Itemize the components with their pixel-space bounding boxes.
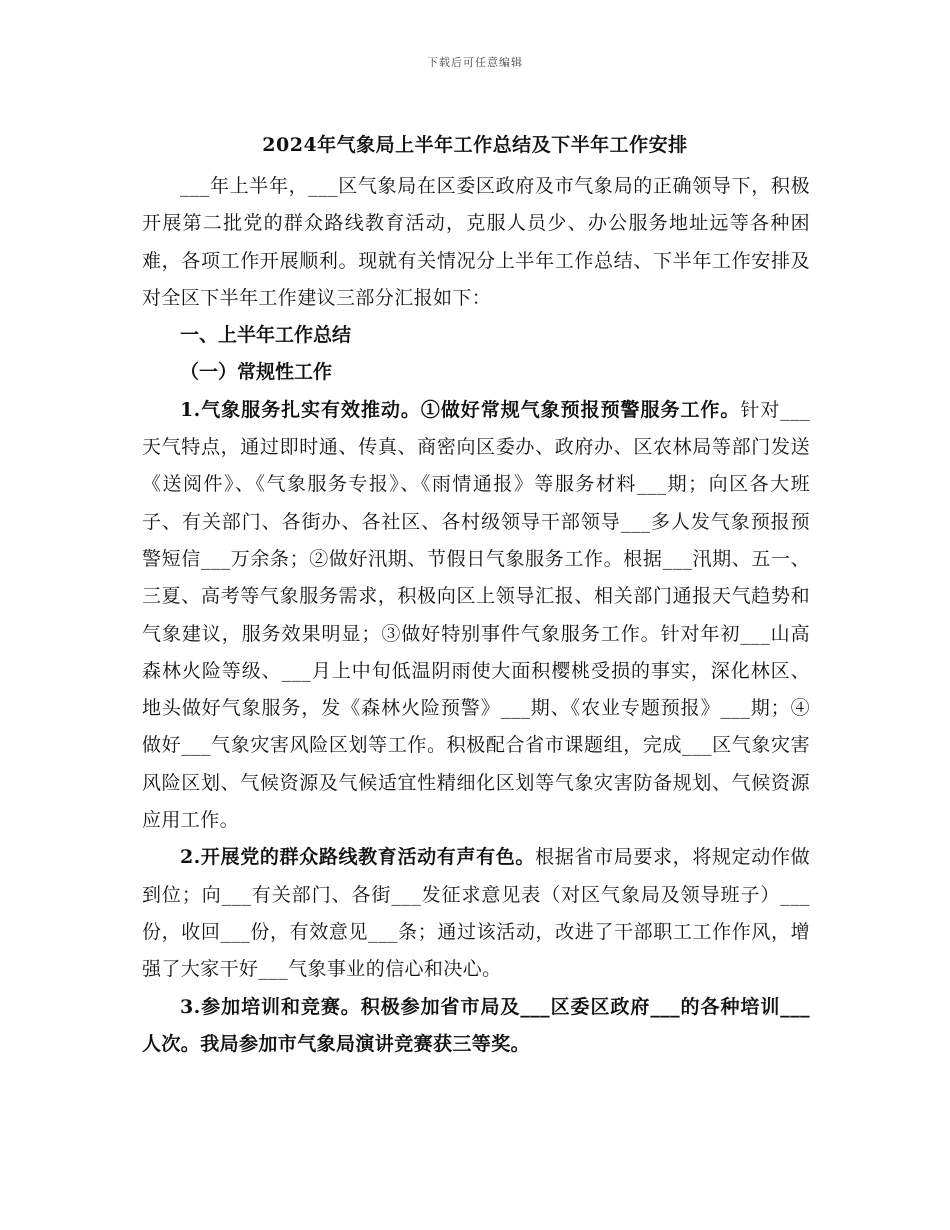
header-note: 下载后可任意编辑 xyxy=(427,56,523,69)
document-title: 2024年气象局上半年工作总结及下半年工作安排 xyxy=(262,134,688,156)
subsection-heading-1: （一）常规性工作 xyxy=(180,361,333,384)
document-body xyxy=(142,168,810,1063)
item-2-body: 根据省市局要求，将规定动作做到位；向___有关部门、各街___发征求意见表（对区气象局及领导班子）___份，收回___份，有效意见___条；通过该活动，改进了干部职工工作作风，增强了大家干好___气象事业的信心和决心。 xyxy=(142,846,810,981)
item-1-lead: 1.气象服务扎实有效推动。①做好常规气象预报预警服务工作。 xyxy=(180,398,741,421)
section-heading-1: 一、上半年工作总结 xyxy=(180,324,352,347)
item-2-lead: 2.开展党的群众路线教育活动有声有色。 xyxy=(180,846,536,869)
item-3-paragraph: 3.参加培训和竞赛。积极参加省市局及___区委区政府___的各种培训___人次。我局参加市气象局演讲竞赛获三等奖。 xyxy=(142,995,810,1055)
item-1-paragraph xyxy=(142,392,810,840)
item-2-paragraph xyxy=(142,839,810,988)
intro-paragraph: ___年上半年，___区气象局在区委区政府及市气象局的正确领导下，积极开展第二批党的群众路线教育活动，克服人员少、办公服务地址远等各种困难，各项工作开展顺利。现就有关情况分上半年工作总结、下半年工作安排及对全区下半年工作建议三部分汇报如下： xyxy=(142,175,810,309)
item-1-body: 针对___天气特点，通过即时通、传真、商密向区委办、政府办、区农林局等部门发送《送阅件》、《气象服务专报》、《雨情通报》等服务材料___期；向区各大班子、有关部门、各街办、各社区、各村级领导干部领导___多人发气象预报预警短信___万余条；②做好汛期、节假日气象服务工作。根据___汛期、五一、三夏、高考等气象服务需求，积极向区上领导汇报、相关部门通报天气趋势和气象建议，服务效果明显；③做好特别事件气象服务工作。针对年初___山高森林火险等级、___月上中旬低温阴雨使大面积樱桃受损的事实，深化林区、地头做好气象服务，发《森林火险预警》___期、《农业专题预报》___期；④做好___气象灾害风险区划等工作。积极配合省市课题组，完成___区气象灾害风险区划、气候资源及气候适宜性精细化区划等气象灾害防备规划、气候资源应用工作。 xyxy=(142,398,810,832)
